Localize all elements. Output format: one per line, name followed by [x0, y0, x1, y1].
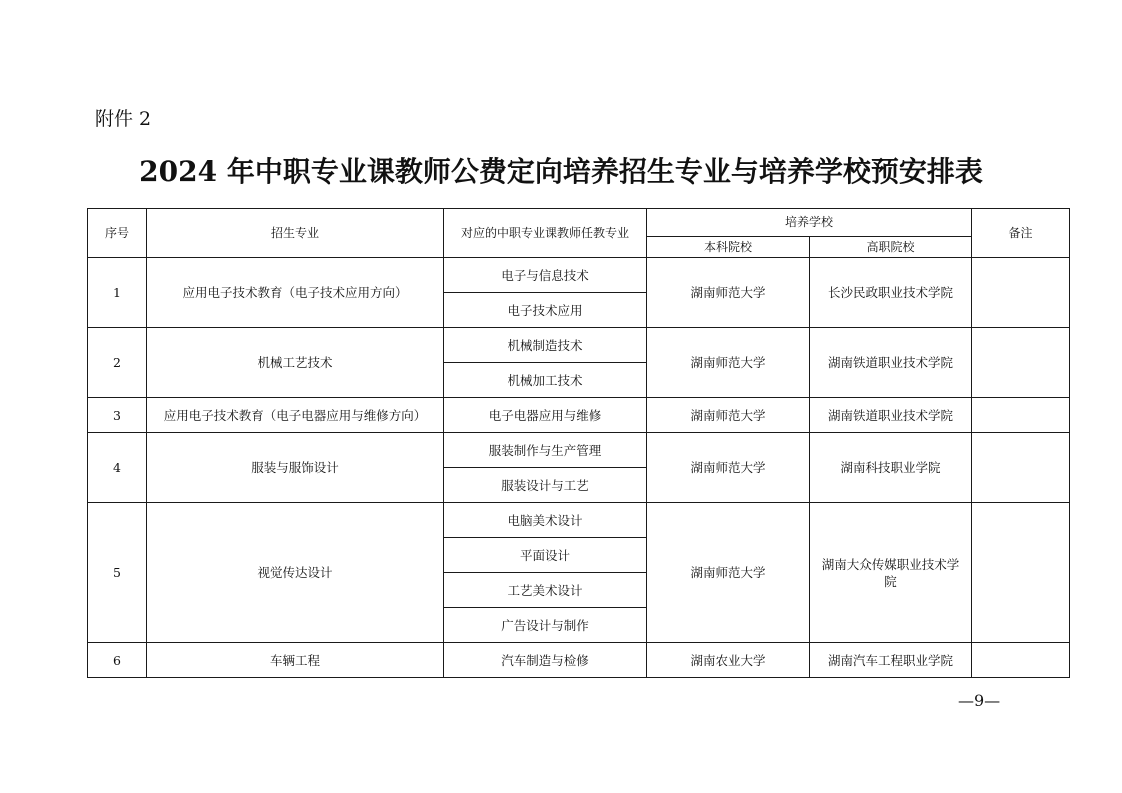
- row-major: 视觉传达设计: [147, 503, 444, 643]
- row-teaching-major: 广告设计与制作: [444, 608, 647, 643]
- row-vocational-school: 湖南大众传媒职业技术学院: [810, 503, 972, 643]
- header-major: 招生专业: [147, 209, 444, 258]
- row-index: 2: [88, 328, 147, 398]
- page-number: —9—: [958, 691, 1001, 710]
- table-row: [88, 643, 1070, 678]
- row-teaching-major: 机械加工技术: [444, 363, 647, 398]
- header-schools: 培养学校: [647, 209, 972, 237]
- row-undergrad-school: 湖南师范大学: [647, 433, 810, 503]
- row-undergrad-school: 湖南农业大学: [647, 643, 810, 678]
- row-major: 机械工艺技术: [147, 328, 444, 398]
- row-teaching-major: 电子与信息技术: [444, 258, 647, 293]
- row-major: 车辆工程: [147, 643, 444, 678]
- row-teaching-major: 工艺美术设计: [444, 573, 647, 608]
- table-row: [88, 328, 1070, 363]
- row-index: 6: [88, 643, 147, 678]
- table-row: [88, 398, 1070, 433]
- row-vocational-school: 湖南科技职业学院: [810, 433, 972, 503]
- row-index: 3: [88, 398, 147, 433]
- table-row: [88, 433, 1070, 468]
- row-major: 应用电子技术教育（电子电器应用与维修方向）: [147, 398, 444, 433]
- row-vocational-school: 长沙民政职业技术学院: [810, 258, 972, 328]
- header-remarks: 备注: [972, 209, 1070, 258]
- row-teaching-major: 电子电器应用与维修: [444, 398, 647, 433]
- table-row: [88, 258, 1070, 293]
- row-remarks: [972, 328, 1070, 398]
- table-header-row: [88, 209, 1070, 237]
- row-remarks: [972, 258, 1070, 328]
- row-major: 服装与服饰设计: [147, 433, 444, 503]
- row-remarks: [972, 398, 1070, 433]
- row-teaching-major: 电子技术应用: [444, 293, 647, 328]
- row-undergrad-school: 湖南师范大学: [647, 258, 810, 328]
- row-index: 4: [88, 433, 147, 503]
- row-vocational-school: 湖南铁道职业技术学院: [810, 328, 972, 398]
- table-row: [88, 503, 1070, 538]
- row-teaching-major: 服装设计与工艺: [444, 468, 647, 503]
- row-remarks: [972, 643, 1070, 678]
- row-undergrad-school: 湖南师范大学: [647, 503, 810, 643]
- row-teaching-major: 平面设计: [444, 538, 647, 573]
- row-index: 5: [88, 503, 147, 643]
- row-teaching-major: 机械制造技术: [444, 328, 647, 363]
- attachment-label: 附件 2: [95, 108, 152, 130]
- row-index: 1: [88, 258, 147, 328]
- row-teaching-major: 服装制作与生产管理: [444, 433, 647, 468]
- header-undergrad-school: 本科院校: [647, 237, 810, 258]
- row-vocational-school: 湖南汽车工程职业学院: [810, 643, 972, 678]
- header-vocational-school: 高职院校: [810, 237, 972, 258]
- row-remarks: [972, 433, 1070, 503]
- row-teaching-major: 电脑美术设计: [444, 503, 647, 538]
- row-teaching-major: 汽车制造与检修: [444, 643, 647, 678]
- page-title: 2024 年中职专业课教师公费定向培养招生专业与培养学校预安排表: [139, 155, 983, 188]
- header-index: 序号: [88, 209, 147, 258]
- row-major: 应用电子技术教育（电子技术应用方向）: [147, 258, 444, 328]
- row-undergrad-school: 湖南师范大学: [647, 328, 810, 398]
- header-teaching-major: 对应的中职专业课教师任教专业: [444, 209, 647, 258]
- row-vocational-school: 湖南铁道职业技术学院: [810, 398, 972, 433]
- enrollment-schedule-table: [87, 208, 1070, 678]
- row-undergrad-school: 湖南师范大学: [647, 398, 810, 433]
- row-remarks: [972, 503, 1070, 643]
